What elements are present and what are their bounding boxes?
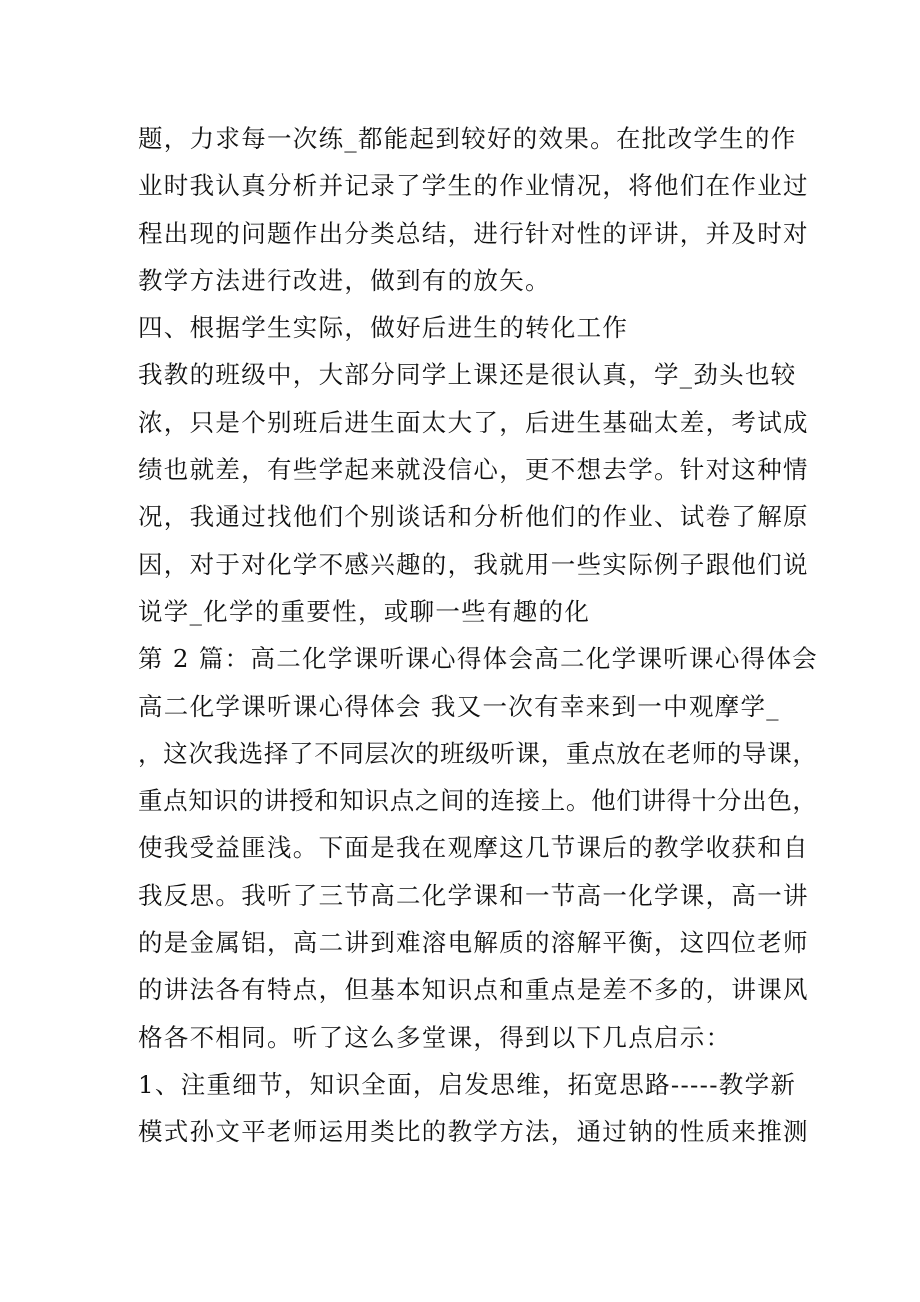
text-line: 浓，只是个别班后进生面太大了，后进生基础太差，考试成: [138, 407, 809, 437]
text-line: 的讲法各有特点，但基本知识点和重点是差不多的，讲课风: [138, 975, 809, 1005]
text-line: 的是金属铝，高二讲到难溶电解质的溶解平衡，这四位老师: [138, 928, 809, 958]
article-title-line: 第 2 篇：高二化学课听课心得体会高二化学课听课心得体会: [138, 644, 819, 674]
section-heading: 四、根据学生实际，做好后进生的转化工作: [138, 313, 629, 343]
text-line: 说学_化学的重要性，或聊一些有趣的化: [138, 596, 591, 626]
text-line: 高二化学课听课心得体会 我又一次有幸来到一中观摩学_: [138, 691, 780, 721]
document-body: [138, 115, 819, 1156]
text-line: 教学方法进行改进，做到有的放矢。: [138, 265, 551, 295]
text-line: 重点知识的讲授和知识点之间的连接上。他们讲得十分出色，: [138, 786, 818, 816]
text-line: 模式孙文平老师运用类比的教学方法，通过钠的性质来推测: [138, 1117, 809, 1147]
text-line: 况，我通过找他们个别谈话和分析他们的作业、试卷了解原: [138, 502, 809, 532]
text-line: 我教的班级中，大部分同学上课还是很认真，学_劲头也较: [138, 360, 797, 390]
text-line: 题，力求每一次练_都能起到较好的效果。在批改学生的作: [138, 124, 797, 153]
text-line: 我反思。我听了三节高二化学课和一节高一化学课，高一讲: [138, 880, 809, 910]
text-line: 因，对于对化学不感兴趣的，我就用一些实际例子跟他们说: [138, 549, 809, 579]
text-line: 程出现的问题作出分类总结，进行针对性的评讲，并及时对: [138, 218, 809, 248]
list-item-line: 1、注重细节，知识全面，启发思维，拓宽思路-----教学新: [138, 1069, 797, 1099]
text-line: 绩也就差，有些学起来就没信心，更不想去学。针对这种情: [138, 455, 809, 485]
text-line: 业时我认真分析并记录了学生的作业情况，将他们在作业过: [138, 171, 809, 201]
text-line: 格各不相同。听了这么多堂课，得到以下几点启示：: [138, 1022, 732, 1052]
text-line: 使我受益匪浅。下面是我在观摩这几节课后的教学收获和自: [138, 833, 809, 863]
text-line: ，这次我选择了不同层次的班级听课，重点放在老师的导课，: [138, 738, 818, 768]
